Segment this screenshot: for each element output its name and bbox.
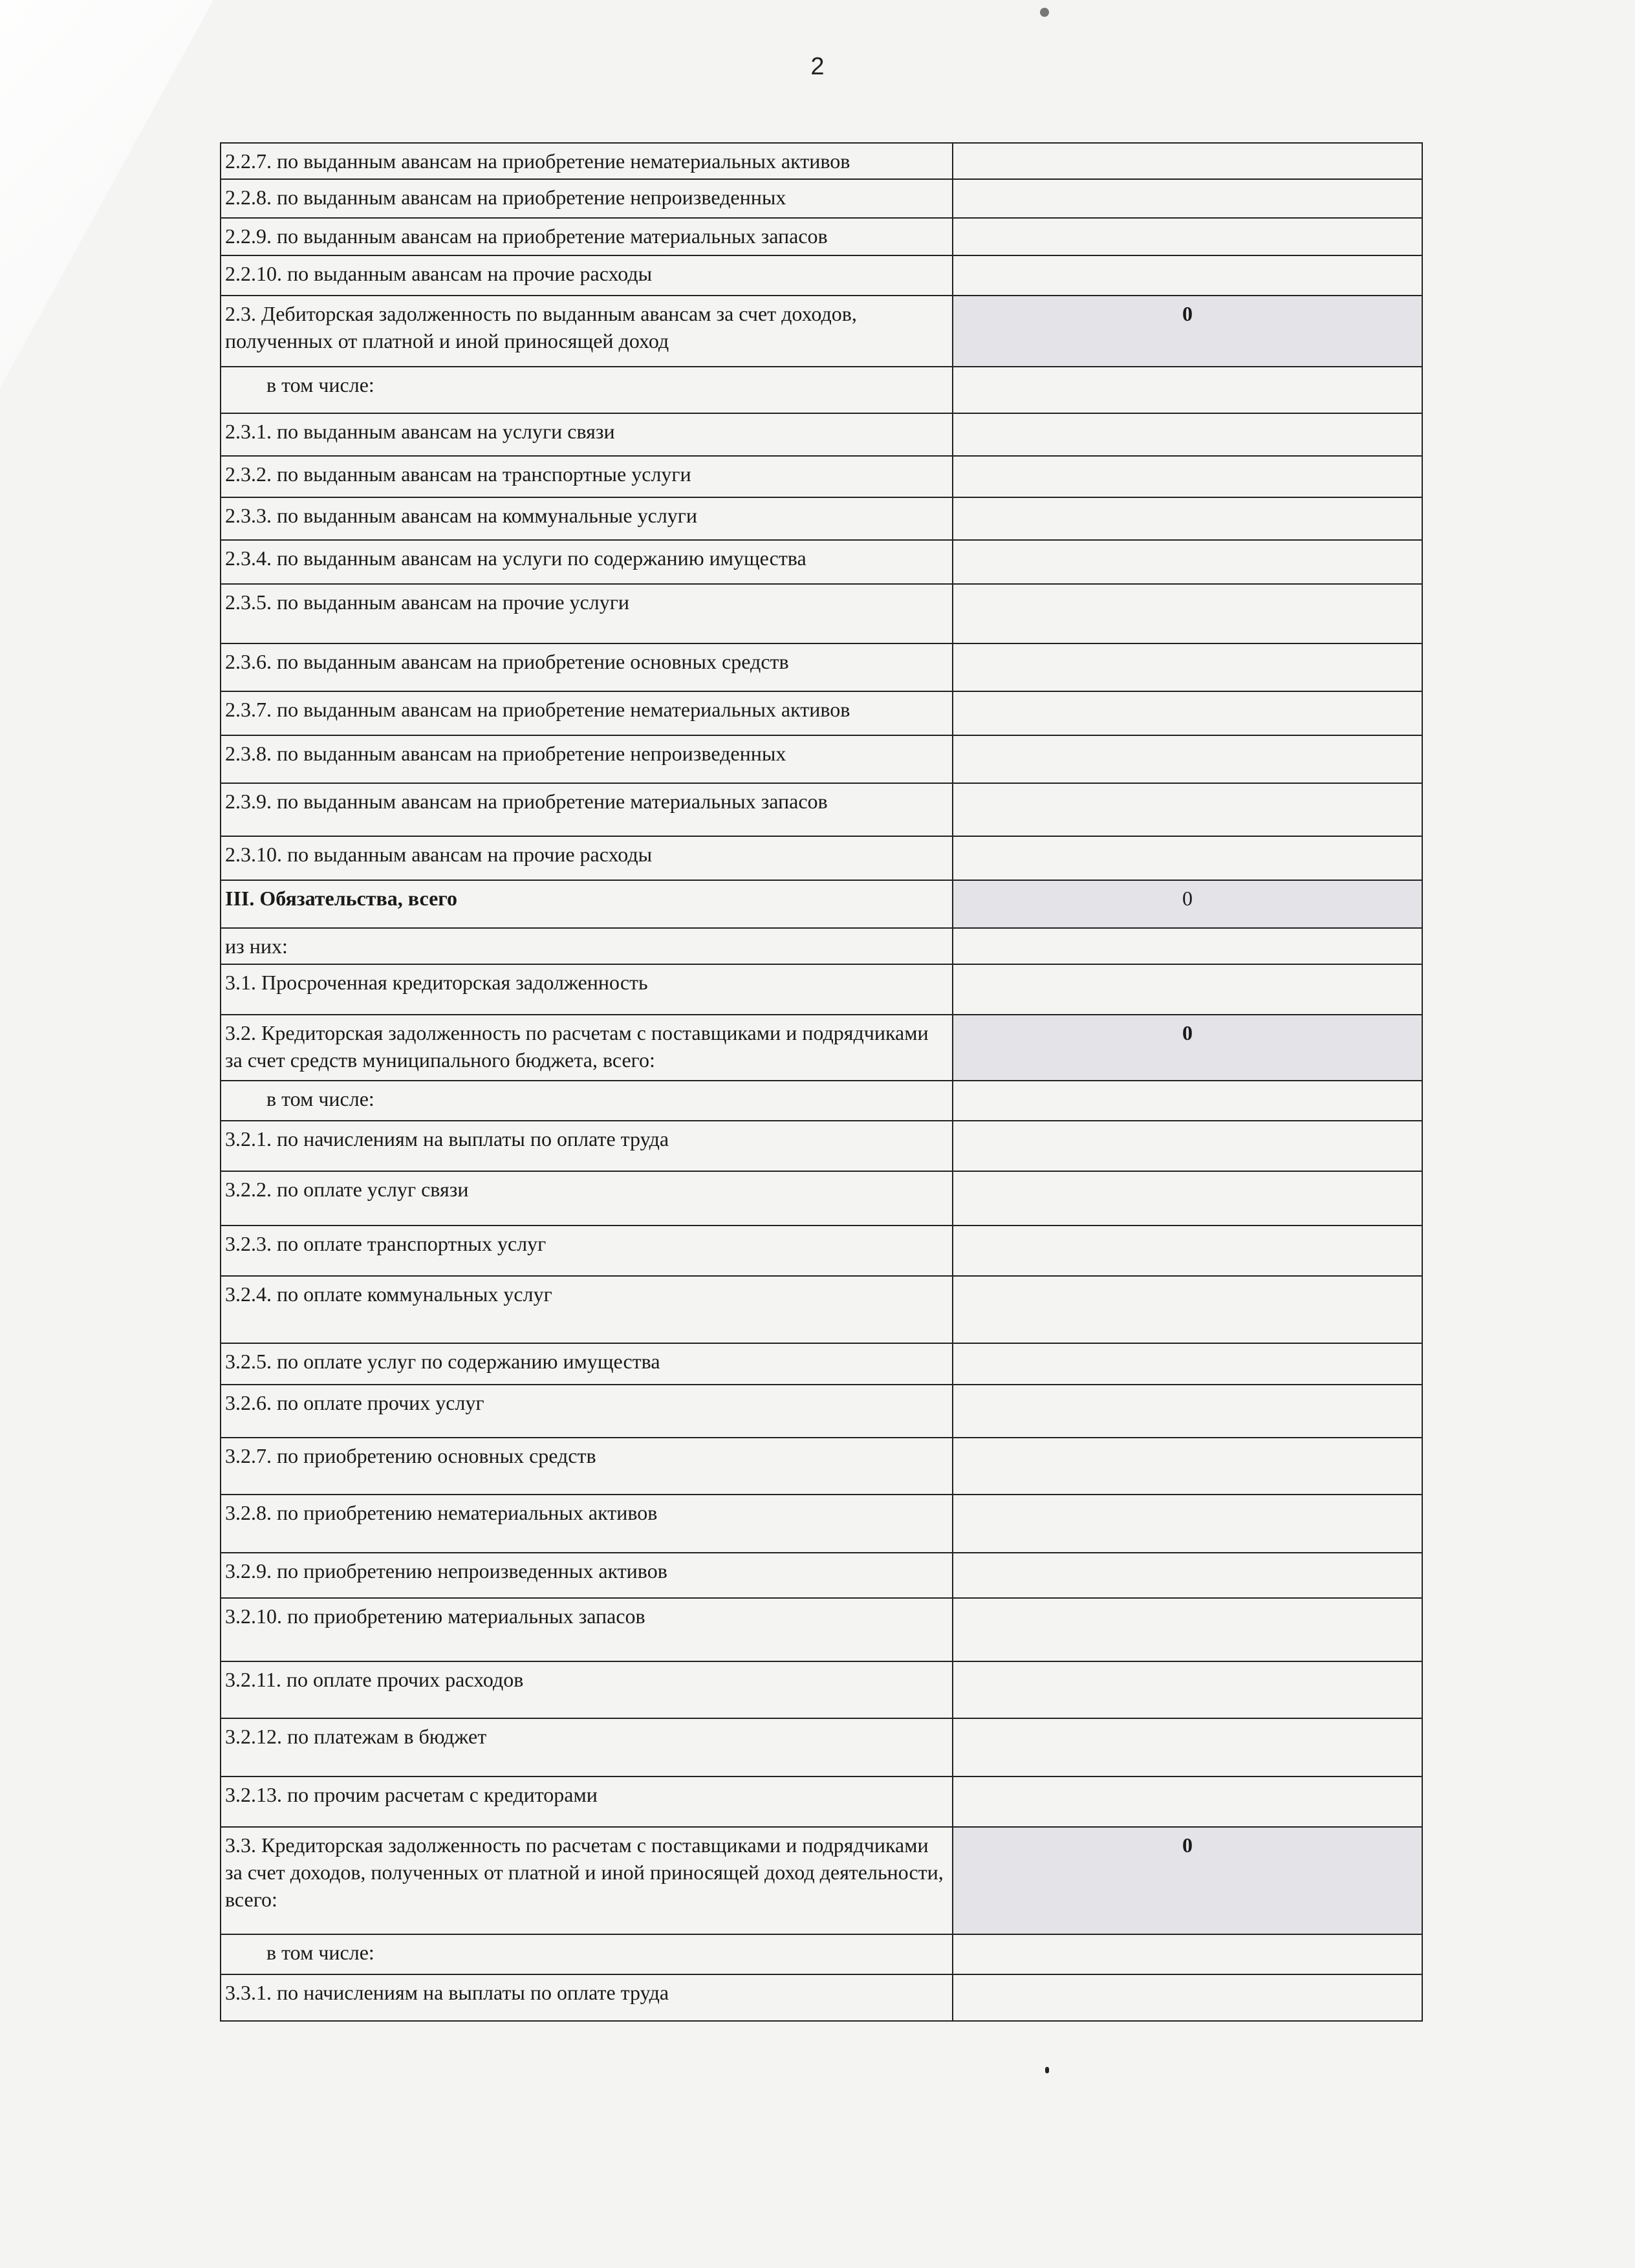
table-row [221,1081,1422,1121]
table-row [221,783,1422,836]
page-number: 2 [810,53,825,80]
row-label: 2.2.7. по выданным авансам на приобретение нематериальных активов [221,143,953,179]
row-value [953,456,1422,497]
table-row [221,691,1422,735]
row-label: 2.3.10. по выданным авансам на прочие расходы [221,836,953,880]
row-value [953,179,1422,218]
row-label: в том числе: [221,367,953,413]
row-label: 2.3.9. по выданным авансам на приобретение материальных запасов [221,783,953,836]
table-row [221,735,1422,783]
table-row [221,1661,1422,1718]
table-row [221,1226,1422,1276]
table-row [221,1121,1422,1171]
table-row [221,413,1422,456]
row-label: 3.2.8. по приобретению нематериальных активов [221,1495,953,1553]
row-value [953,1598,1422,1661]
row-label: 2.3.5. по выданным авансам на прочие услуги [221,584,953,643]
table-row [221,1777,1422,1827]
table-body [221,143,1422,2021]
table-row [221,1718,1422,1777]
table-row [221,1015,1422,1081]
row-label: 3.2.2. по оплате услуг связи [221,1171,953,1226]
row-value [953,497,1422,540]
row-label: 3.2.1. по начислениям на выплаты по оплате труда [221,1121,953,1171]
row-value [953,413,1422,456]
row-label: 3.3. Кредиторская задолженность по расчетам с поставщиками и подрядчиками за счет доходов, полученных от платной и иной приносящей доход деятельности, всего: [221,1827,953,1934]
table-row [221,584,1422,643]
row-label: 2.3.3. по выданным авансам на коммунальные услуги [221,497,953,540]
scan-speck [1045,2067,1049,2073]
table-row [221,1974,1422,2021]
table-row [221,255,1422,296]
row-value [953,1974,1422,2021]
row-value [953,143,1422,179]
table-row [221,1827,1422,1934]
row-value [953,1661,1422,1718]
row-label: 3.2.3. по оплате транспортных услуг [221,1226,953,1276]
table-row [221,143,1422,179]
row-value [953,218,1422,255]
row-value [953,1718,1422,1777]
table-row [221,964,1422,1015]
table-row [221,928,1422,964]
row-label: в том числе: [221,1934,953,1974]
row-label: 3.2.6. по оплате прочих услуг [221,1385,953,1438]
row-label: 3.2.4. по оплате коммунальных услуг [221,1276,953,1343]
row-value [953,1343,1422,1385]
table-row [221,1385,1422,1438]
table-row [221,1343,1422,1385]
row-label: 3.2.9. по приобретению непроизведенных активов [221,1553,953,1598]
row-value [953,1495,1422,1553]
row-value [953,928,1422,964]
row-label: 3.1. Просроченная кредиторская задолженность [221,964,953,1015]
table-row [221,367,1422,413]
row-value [953,1777,1422,1827]
row-value [953,1276,1422,1343]
row-label: 3.2. Кредиторская задолженность по расчетам с поставщиками и подрядчиками за счет средств муниципального бюджета, всего: [221,1015,953,1081]
row-value [953,1226,1422,1276]
row-value [953,1934,1422,1974]
row-label: 3.2.10. по приобретению материальных запасов [221,1598,953,1661]
row-label: 3.2.12. по платежам в бюджет [221,1718,953,1777]
row-value: 0 [953,880,1422,928]
table-row [221,1171,1422,1226]
table-row [221,1598,1422,1661]
row-value [953,1438,1422,1495]
row-label: 2.3.7. по выданным авансам на приобретение нематериальных активов [221,691,953,735]
table-row [221,880,1422,928]
row-label: из них: [221,928,953,964]
row-value [953,1081,1422,1121]
row-value: 0 [953,1827,1422,1934]
row-value [953,584,1422,643]
row-value [953,1385,1422,1438]
row-label: 3.2.13. по прочим расчетам с кредиторами [221,1777,953,1827]
table-row [221,643,1422,691]
row-value [953,735,1422,783]
scan-speck [1040,8,1049,17]
row-label: 2.2.8. по выданным авансам на приобретение непроизведенных [221,179,953,218]
row-label: 2.3.6. по выданным авансам на приобретение основных средств [221,643,953,691]
row-value [953,1121,1422,1171]
row-value [953,367,1422,413]
table-row [221,497,1422,540]
row-value [953,255,1422,296]
row-label: 2.3.2. по выданным авансам на транспортные услуги [221,456,953,497]
table-row [221,1438,1422,1495]
table-row [221,218,1422,255]
row-label: 3.2.5. по оплате услуг по содержанию имущества [221,1343,953,1385]
row-value [953,836,1422,880]
financial-indicators-table [220,142,1423,2022]
row-label: 3.2.7. по приобретению основных средств [221,1438,953,1495]
row-label: 2.2.10. по выданным авансам на прочие расходы [221,255,953,296]
table-row [221,296,1422,367]
table-row [221,1495,1422,1553]
row-label: в том числе: [221,1081,953,1121]
row-value [953,643,1422,691]
row-label: 3.3.1. по начислениям на выплаты по оплате труда [221,1974,953,2021]
table-row [221,540,1422,584]
row-value: 0 [953,296,1422,367]
row-label: 2.2.9. по выданным авансам на приобретение материальных запасов [221,218,953,255]
table-row [221,179,1422,218]
scan-corner-fold [0,0,213,388]
row-label: 2.3. Дебиторская задолженность по выданным авансам за счет доходов, полученных от платной и иной приносящей доход [221,296,953,367]
table-row [221,1553,1422,1598]
row-value [953,1171,1422,1226]
row-value [953,540,1422,584]
row-value [953,964,1422,1015]
row-value: 0 [953,1015,1422,1081]
table-row [221,1934,1422,1974]
table-row [221,1276,1422,1343]
row-label: 2.3.1. по выданным авансам на услуги связи [221,413,953,456]
row-label: 3.2.11. по оплате прочих расходов [221,1661,953,1718]
row-value [953,691,1422,735]
row-label: 2.3.8. по выданным авансам на приобретение непроизведенных [221,735,953,783]
row-label: 2.3.4. по выданным авансам на услуги по содержанию имущества [221,540,953,584]
table-row [221,836,1422,880]
row-value [953,1553,1422,1598]
row-value [953,783,1422,836]
row-label: III. Обязательства, всего [221,880,953,928]
financial-table-container [220,142,1423,2022]
table-row [221,456,1422,497]
